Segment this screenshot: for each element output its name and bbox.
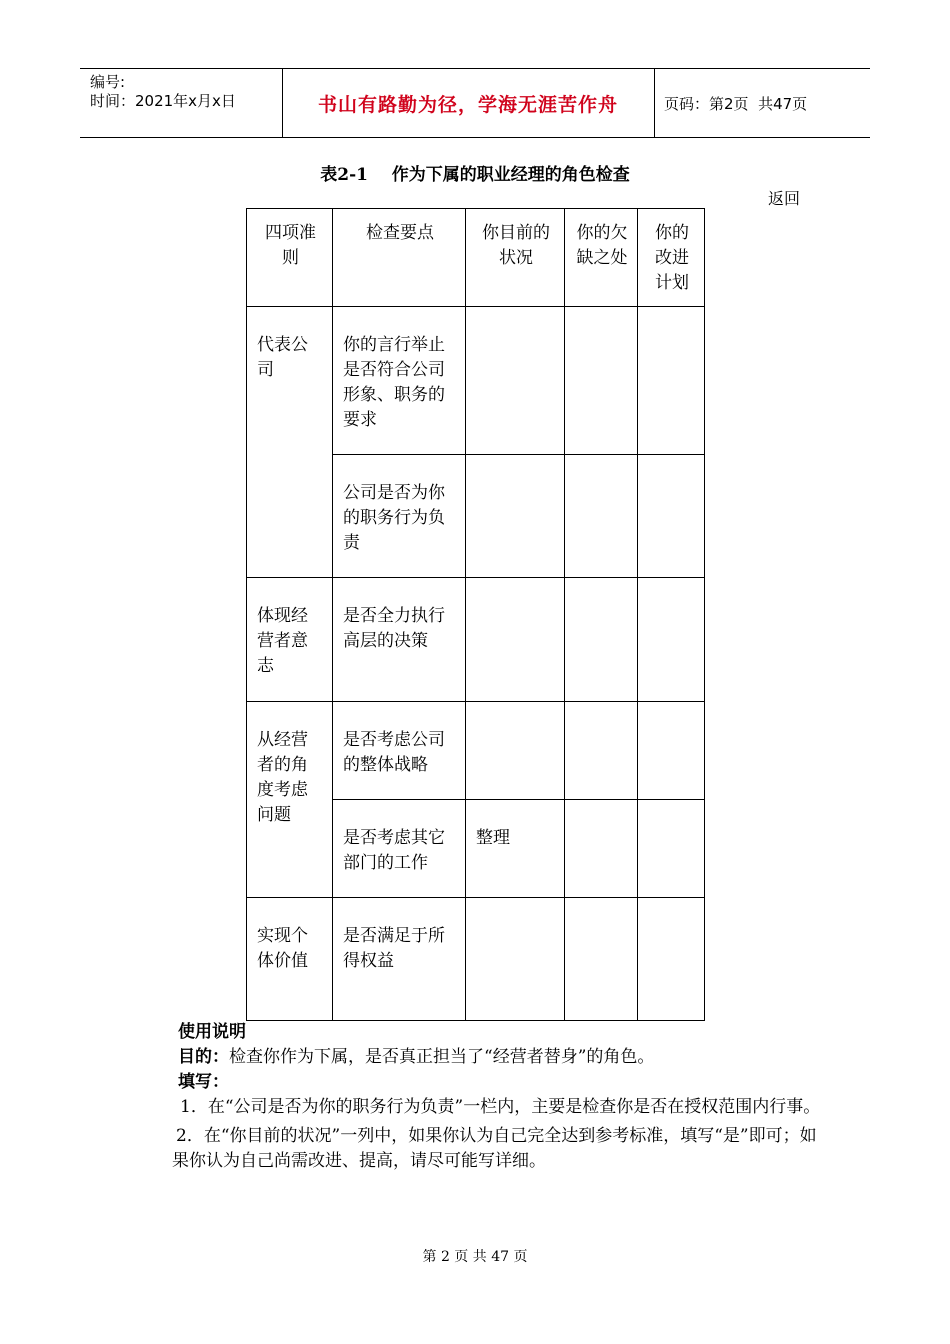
column-header: 检查要点 [333,209,466,307]
criterion-cell: 代表公司 [247,307,333,578]
table-row [247,307,705,455]
table-title-text: 作为下属的职业经理的角色检查 [391,165,630,185]
status-cell[interactable] [466,578,565,702]
column-header: 你的欠缺之处 [565,209,638,307]
criterion-cell: 从经营者的角度考虑问题 [247,702,333,898]
purpose-label: 目的： [178,1047,229,1067]
instruction-item: 1．在“公司是否为你的职务行为负责”一栏内，主要是检查你是否在授权范围内行事。 [180,1097,821,1117]
table-header-row [247,209,705,307]
header-motto: 书山有路勤为径，学海无涯苦作舟 [317,93,618,116]
column-header: 你的改进计划 [638,209,705,307]
usage-notes [144,1020,824,1174]
time-label: 时间：2021年x月x日 [90,92,236,110]
gap-cell[interactable] [565,800,638,898]
check-point-cell: 你的言行举止是否符合公司形象、职务的要求 [333,307,466,455]
page-header [80,68,870,138]
gap-cell[interactable] [565,307,638,455]
status-cell[interactable] [466,898,565,1021]
notes-heading: 使用说明 [178,1022,246,1042]
back-link[interactable]: 返回 [768,189,801,208]
purpose-line [144,1045,824,1070]
criterion-cell: 实现个体价值 [247,898,333,1021]
gap-cell[interactable] [565,455,638,578]
role-check-table [246,208,705,1021]
header-divider [654,69,655,137]
check-point-cell: 是否满足于所得权益 [333,898,466,1021]
gap-cell[interactable] [565,702,638,800]
table-title-code: 表2-1 [320,165,369,185]
instruction-item: 2．在“你目前的状况”一列中，如果你认为自己完全达到参考标准，填写“是”即可；如果你认为自己尚需改进、提高，请尽可能写详细。 [172,1126,817,1171]
status-cell[interactable]: 整理 [466,800,565,898]
check-point-cell: 是否全力执行高层的决策 [333,578,466,702]
check-point-cell: 公司是否为你的职务行为负责 [333,455,466,578]
gap-cell[interactable] [565,578,638,702]
table-row [247,702,705,800]
table-row [247,578,705,702]
column-header: 四项准则 [247,209,333,307]
gap-cell[interactable] [565,898,638,1021]
status-cell[interactable] [466,702,565,800]
plan-cell[interactable] [638,702,705,800]
header-page-label: 页码：第2页 共47页 [664,94,808,113]
check-point-cell: 是否考虑公司的整体战略 [333,702,466,800]
table-row [247,898,705,1021]
plan-cell[interactable] [638,455,705,578]
purpose-text: 检查你作为下属，是否真正担当了“经营者替身”的角色。 [229,1047,655,1067]
criterion-cell: 体现经营者意志 [247,578,333,702]
header-meta [90,73,236,111]
plan-cell[interactable] [638,800,705,898]
check-point-cell: 是否考虑其它部门的工作 [333,800,466,898]
page-footer: 第 2 页 共 47 页 [422,1249,528,1265]
column-header: 你目前的状况 [466,209,565,307]
plan-cell[interactable] [638,898,705,1021]
status-cell[interactable] [466,307,565,455]
fill-label: 填写： [178,1072,229,1092]
table-title [0,160,950,185]
number-label: 编号: [90,73,126,91]
status-cell[interactable] [466,455,565,578]
plan-cell[interactable] [638,307,705,455]
plan-cell[interactable] [638,578,705,702]
